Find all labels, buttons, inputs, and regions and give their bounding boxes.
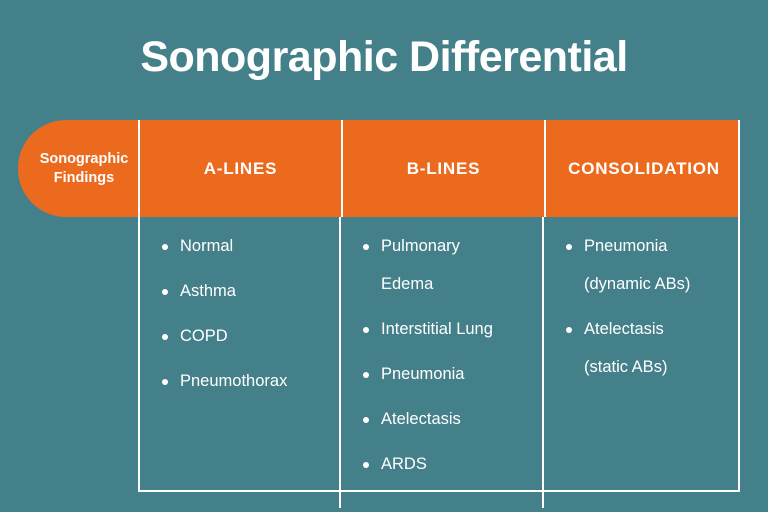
differential-table xyxy=(138,120,740,492)
list-item-text: ARDS xyxy=(381,454,427,473)
list-item-text: Normal xyxy=(180,237,234,255)
column-body-b-lines xyxy=(339,217,542,508)
sonographic-findings-tab-label xyxy=(40,150,129,186)
list-item-text: Atelectasis xyxy=(381,409,461,428)
b-lines-list xyxy=(359,235,532,477)
sonographic-findings-tab xyxy=(18,120,142,217)
list-item xyxy=(359,453,532,477)
tab-label-line1: Sonographic xyxy=(39,151,129,168)
tab-label-line2: Findings xyxy=(53,169,115,186)
table-header-row xyxy=(140,120,738,217)
table-body-row xyxy=(140,217,738,508)
list-item-text: Pulmonary xyxy=(381,237,460,255)
a-lines-list xyxy=(158,235,329,394)
list-item xyxy=(359,235,532,297)
list-item-text-second-line: (dynamic ABs) xyxy=(584,274,691,293)
consolidation-list xyxy=(562,235,728,380)
list-item-text: Pneumonia xyxy=(381,364,465,383)
list-item-text-second-line: (static ABs) xyxy=(584,357,668,376)
list-item xyxy=(158,370,329,394)
column-header-b-lines: B-LINES xyxy=(341,120,544,217)
column-body-consolidation xyxy=(542,217,738,508)
list-item-text: COPD xyxy=(180,326,228,345)
list-item-text: Pneumothorax xyxy=(180,371,288,390)
column-header-consolidation: CONSOLIDATION xyxy=(544,120,742,217)
list-item-text: Pneumonia xyxy=(584,237,668,255)
list-item xyxy=(158,280,329,304)
list-item xyxy=(359,363,532,387)
list-item-text: Asthma xyxy=(180,281,236,300)
list-item xyxy=(359,318,532,342)
page-title: Sonographic Differential xyxy=(140,33,628,81)
list-item-text: Atelectasis xyxy=(584,319,664,338)
list-item-text-second-line: Edema xyxy=(381,274,434,293)
list-item xyxy=(562,318,728,380)
column-header-a-lines: A-LINES xyxy=(203,158,278,178)
list-item xyxy=(562,235,728,297)
list-item xyxy=(158,325,329,349)
list-item xyxy=(158,235,329,259)
list-item-text: Interstitial Lung xyxy=(381,319,493,338)
column-body-a-lines xyxy=(140,217,339,508)
list-item xyxy=(359,408,532,432)
